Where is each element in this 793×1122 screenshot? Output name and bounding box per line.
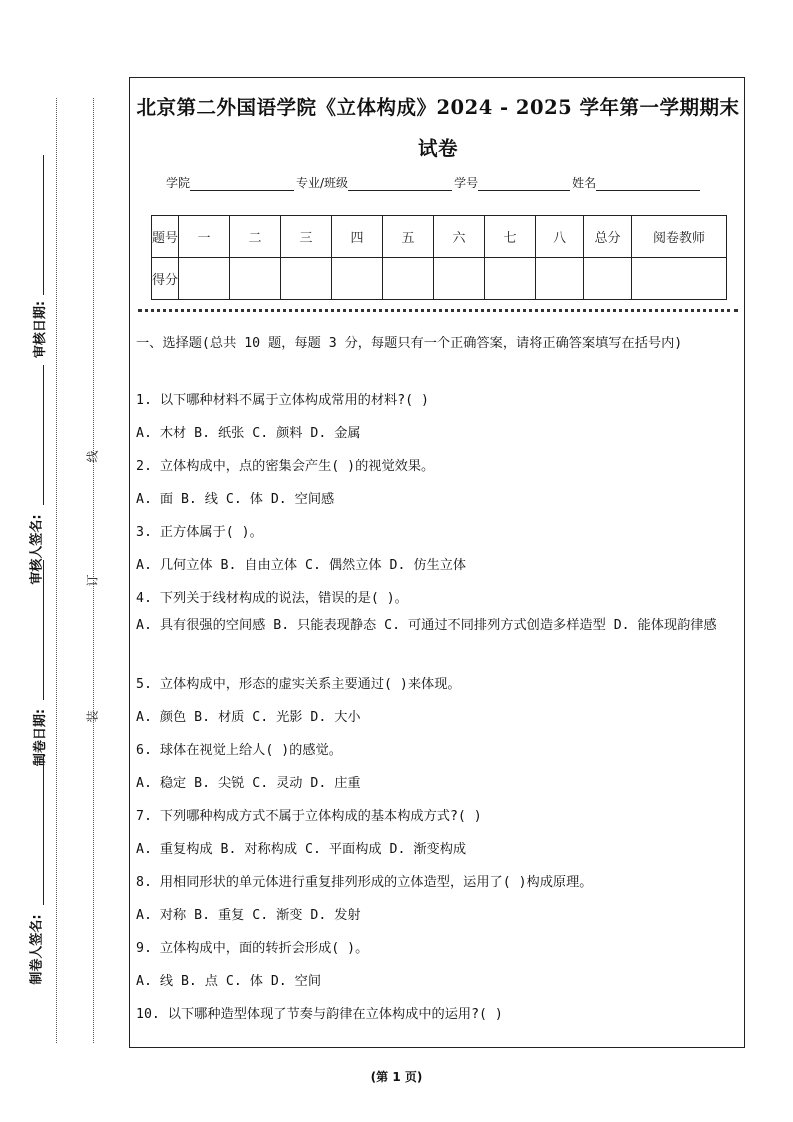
question-3: 3. 正方体属于( )。 xyxy=(136,525,263,540)
options-2: A. 面 B. 线 C. 体 D. 空间感 xyxy=(136,492,335,507)
prepare-date-label: 制卷日期: xyxy=(33,708,49,767)
score-table-reviewer-header: 阅卷教师 xyxy=(632,216,727,258)
prepare-date-field[interactable] xyxy=(43,560,44,700)
score-table-column-header: 一 xyxy=(179,216,230,258)
page-number: (第 1 页) xyxy=(370,1070,423,1084)
options-7: A. 重复构成 B. 对称构成 C. 平面构成 D. 渐变构成 xyxy=(136,842,467,857)
score-cell[interactable] xyxy=(230,258,281,300)
review-date-field[interactable] xyxy=(43,155,44,295)
score-table-column-header: 五 xyxy=(383,216,434,258)
cut-mark-line: 线 xyxy=(85,450,100,463)
score-cell[interactable] xyxy=(179,258,230,300)
section-separator xyxy=(138,309,738,312)
score-cell[interactable] xyxy=(434,258,485,300)
question-1: 1. 以下哪种材料不属于立体构成常用的材料?( ) xyxy=(136,393,429,408)
cut-mark-bind: 订 xyxy=(85,574,100,587)
student-info-row xyxy=(166,174,702,191)
score-table-row-label-score: 得分 xyxy=(152,258,179,300)
score-table xyxy=(151,215,727,300)
reviewer-signature-field[interactable] xyxy=(43,365,44,505)
score-table-total-header: 总分 xyxy=(584,216,632,258)
binding-dotted-line-inner xyxy=(93,98,94,1043)
preparer-signature-field[interactable] xyxy=(43,755,44,905)
score-table-column-header: 四 xyxy=(332,216,383,258)
score-cell[interactable] xyxy=(332,258,383,300)
options-1: A. 木材 B. 纸张 C. 颜料 D. 金属 xyxy=(136,426,361,441)
field-input-college[interactable] xyxy=(190,178,294,191)
review-date-label: 审核日期: xyxy=(33,300,49,359)
question-4: 4. 下列关于线材构成的说法，错误的是( )。 xyxy=(136,591,408,606)
score-cell-total[interactable] xyxy=(584,258,632,300)
score-cell[interactable] xyxy=(536,258,584,300)
score-table-column-header: 八 xyxy=(536,216,584,258)
question-7: 7. 下列哪种构成方式不属于立体构成的基本构成方式?( ) xyxy=(136,809,482,824)
preparer-signature-label: 制卷人签名: xyxy=(29,914,45,985)
options-8: A. 对称 B. 重复 C. 渐变 D. 发射 xyxy=(136,908,361,923)
field-input-student-id[interactable] xyxy=(478,178,570,191)
question-2: 2. 立体构成中，点的密集会产生( )的视觉效果。 xyxy=(136,459,435,474)
cut-mark-staple: 装 xyxy=(85,710,100,723)
options-6: A. 稳定 B. 尖锐 C. 灵动 D. 庄重 xyxy=(136,776,361,791)
score-table-column-header: 二 xyxy=(230,216,281,258)
options-4: A. 具有很强的空间感 B. 只能表现静态 C. 可通过不同排列方式创造多样造型 D. 能体现韵律感 xyxy=(136,618,717,633)
binding-dotted-line-outer xyxy=(56,98,57,1043)
score-table-column-header: 三 xyxy=(281,216,332,258)
field-input-major-class[interactable] xyxy=(348,178,452,191)
exam-title: 北京第二外国语学院《立体构成》2024 - 2025 学年第一学期期末 xyxy=(136,96,740,119)
field-label-college: 学院 xyxy=(166,176,191,190)
score-cell[interactable] xyxy=(383,258,434,300)
question-8: 8. 用相同形状的单元体进行重复排列形成的立体造型，运用了( )构成原理。 xyxy=(136,875,593,890)
score-cell[interactable] xyxy=(281,258,332,300)
field-input-name[interactable] xyxy=(596,178,700,191)
score-table-column-header: 七 xyxy=(485,216,536,258)
question-10: 10. 以下哪种造型体现了节奏与韵律在立体构成中的运用?( ) xyxy=(136,1007,503,1022)
score-cell-reviewer[interactable] xyxy=(632,258,727,300)
question-5: 5. 立体构成中，形态的虚实关系主要通过( )来体现。 xyxy=(136,677,461,692)
options-5: A. 颜色 B. 材质 C. 光影 D. 大小 xyxy=(136,710,361,725)
question-6: 6. 球体在视觉上给人( )的感觉。 xyxy=(136,743,342,758)
question-9: 9. 立体构成中，面的转折会形成( )。 xyxy=(136,941,369,956)
options-3: A. 几何立体 B. 自由立体 C. 偶然立体 D. 仿生立体 xyxy=(136,558,467,573)
reviewer-signature-label: 审核人签名: xyxy=(29,514,45,585)
score-table-row-label-number: 题号 xyxy=(152,216,179,258)
exam-title-continued: 试卷 xyxy=(417,137,458,160)
section-heading: 一、选择题(总共 10 题，每题 3 分，每题只有一个正确答案，请将正确答案填写在括号内) xyxy=(136,336,683,351)
score-table-column-header: 六 xyxy=(434,216,485,258)
field-label-student-id: 学号 xyxy=(454,176,479,190)
exam-frame xyxy=(129,77,745,1048)
score-cell[interactable] xyxy=(485,258,536,300)
field-label-major-class: 专业/班级 xyxy=(296,176,349,190)
options-9: A. 线 B. 点 C. 体 D. 空间 xyxy=(136,974,322,989)
field-label-name: 姓名 xyxy=(572,176,597,190)
